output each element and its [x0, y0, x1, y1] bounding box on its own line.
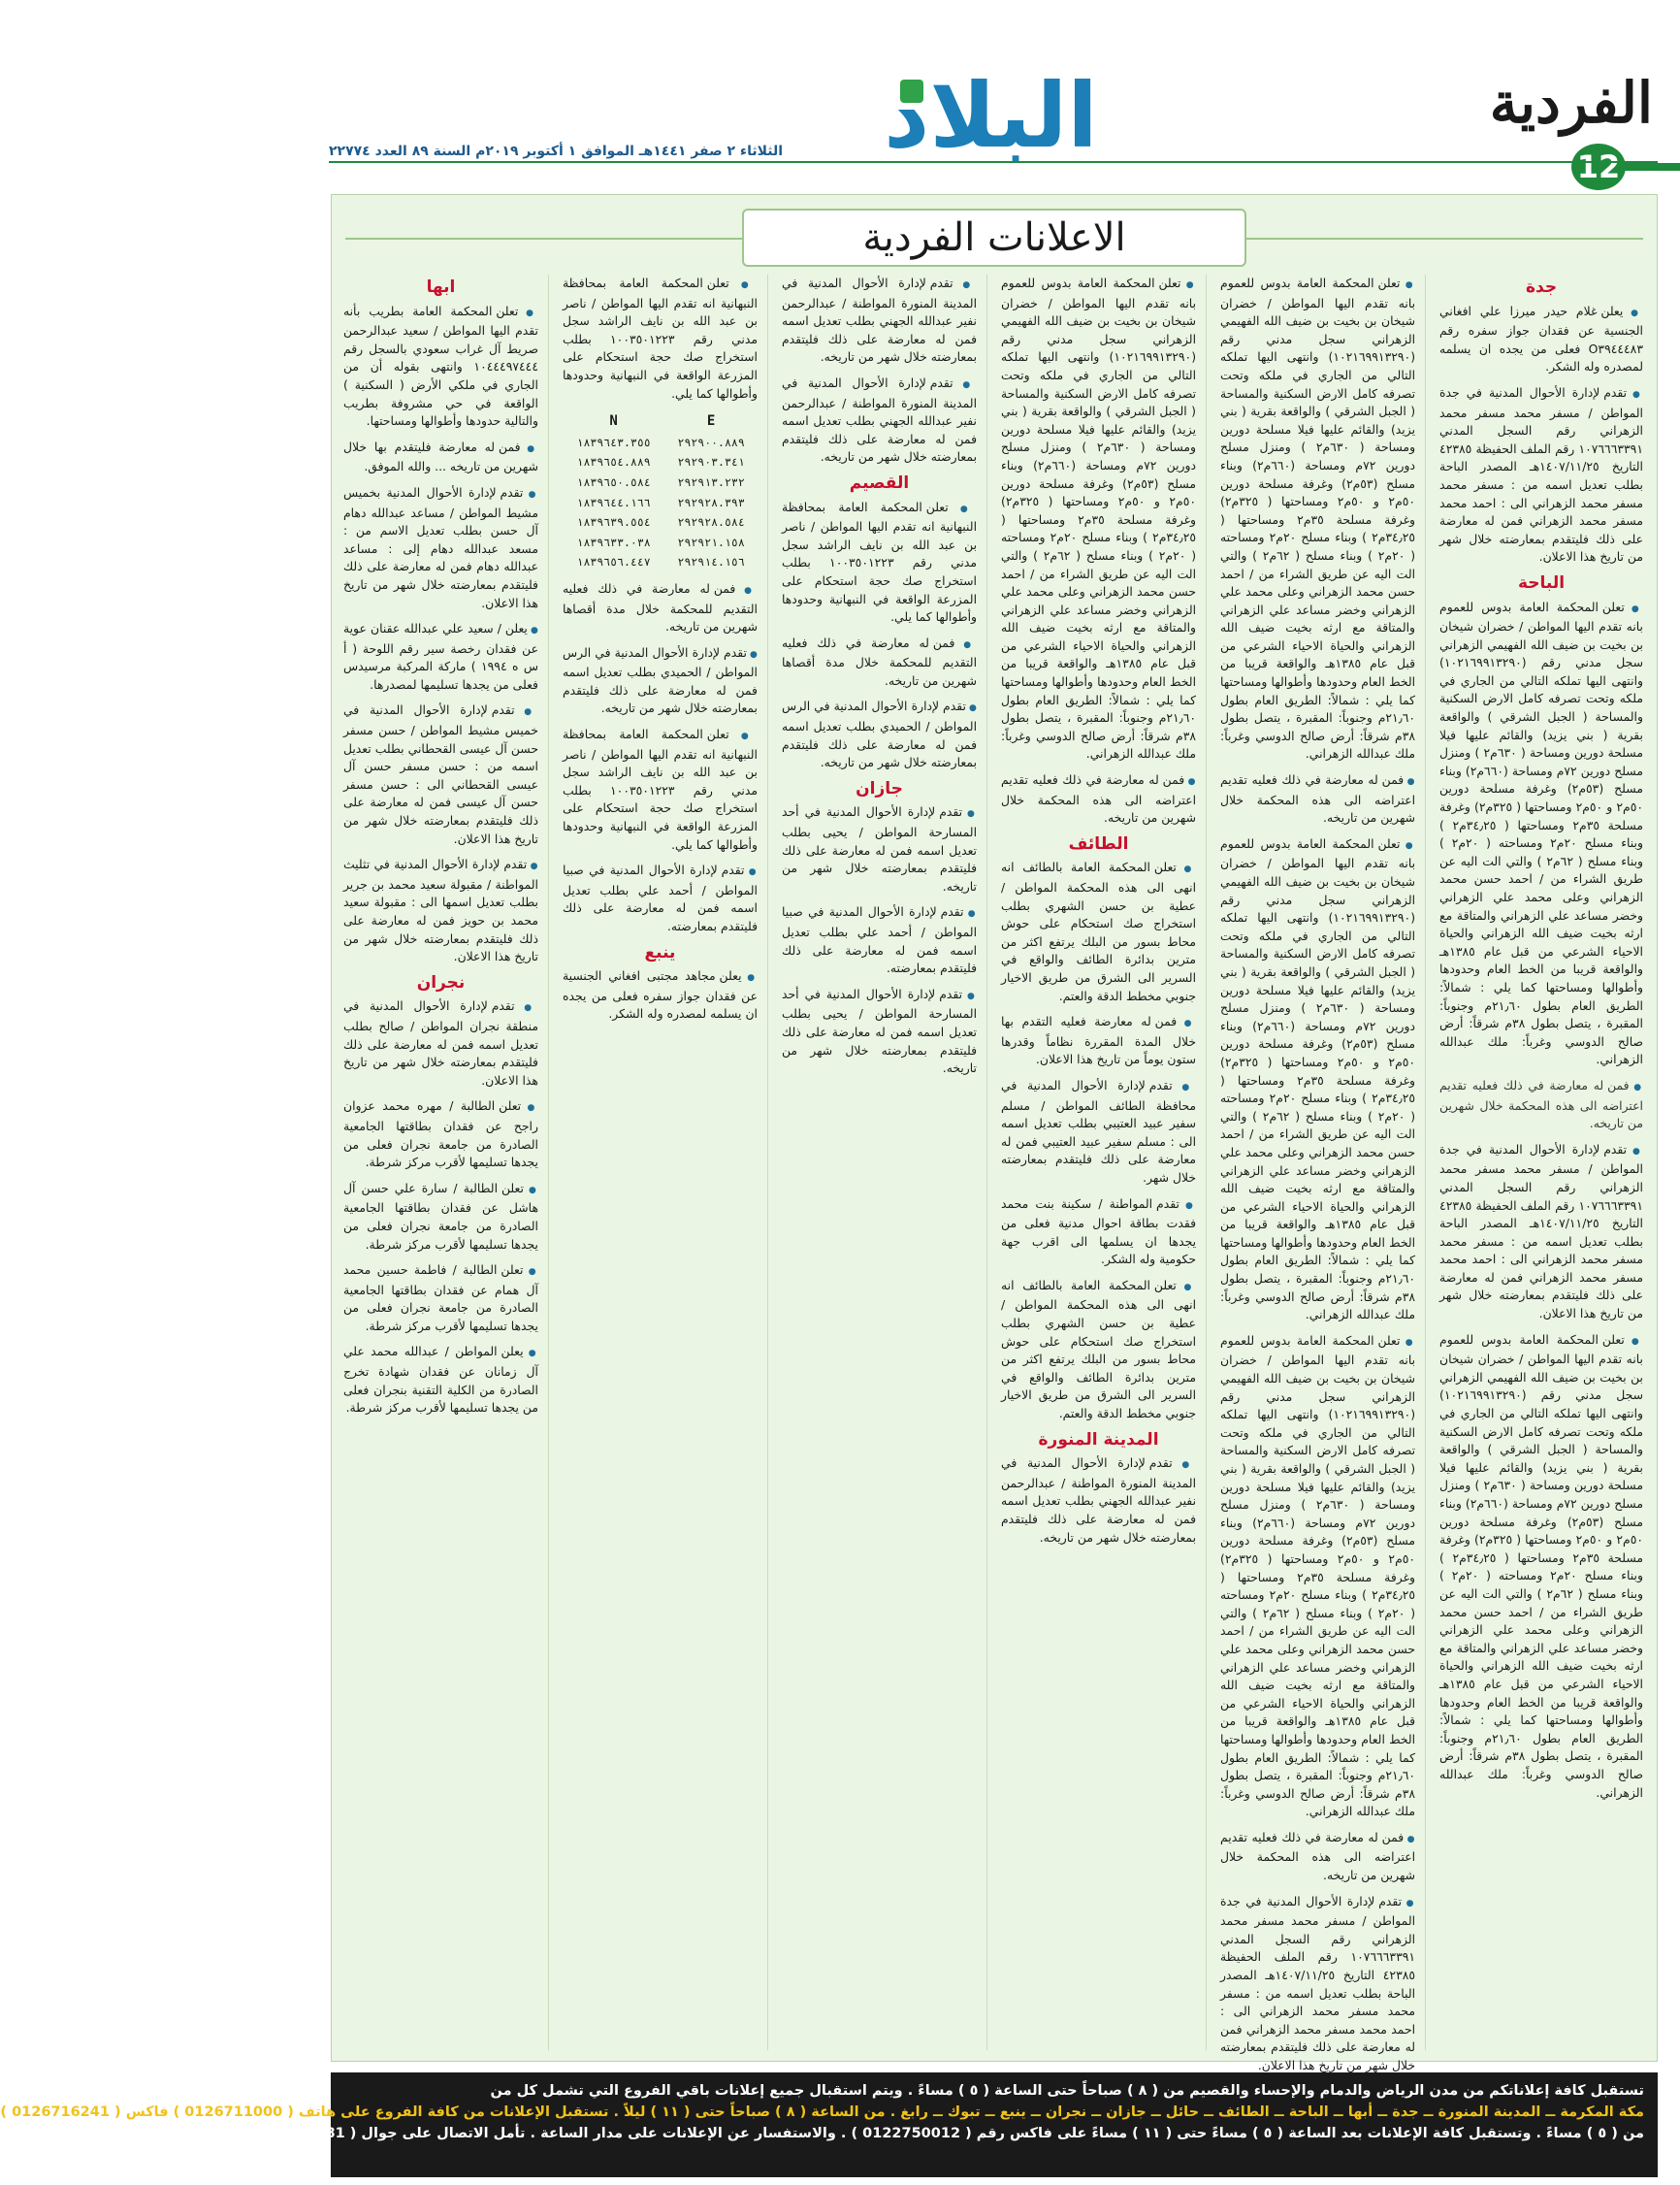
ad-madinah-1-col4: ● تقدم لإدارة الأحوال المدنية في المدينة المنورة المواطنة / عبدالرحمن نفير عبدالله الجهني بطلب تعديل اسمه فمن له معارضة على ذلك فليتقدم بمعارضته خلال شهر من تاريخه.	[782, 275, 977, 367]
coord-e: ٢٩٢٩٠٠.٨٨٩	[677, 435, 745, 449]
ad-abha-3: ● تقدم لإدارة الأحوال المدنية بخميس مشيط المواطن / مساعد عبدالله دهام آل حسن بطلب تعديل الاسم من : مسعد عبدالله دهام إلى : مساعد عبدالله دهام فمن له معارضة على ذلك فليتقدم بمعارضته خلال شهر من تاريخ هذا الاعلان.	[343, 484, 538, 612]
ad-baha-1-repeat: ● تعلن المحكمة العامة بدوس للعموم بانه تقدم اليها المواطن / خضران شيخان بن بخيت بن ضيف الله الفهيمي الزهراني سجل مدني رقم (١٠٢١٦٩٩١٣٢٩٠) وانتهى اليها تملكه التالي من الجاري في ملكه وتحت تصرفه كامل الارض السكنية والمساحة ( الجبل الشرقي ) والواقعة بقرية ( بني يزيد) والقائم عليها فيلا مسلحة دورين ومساحة ( ٦٣٠م٢ ) ومنزل مسلح دورين ٧٢م ومساحة (٦٦٠م٢) وبناء مسلح (٥٣م٢) وغرفة مسلحة دورين ٥٠م٢ و ٥٠م٢ ومساحتها ( ٣٢٥م٢) وغرفة مسلحة ٣٥م٢ ومساحتها ( ٣٤٫٢٥م٢ ) وبناء مسلح ٢٠م٢ ومساحته ( ٢٠م٢ ) وبناء مسلح ( ٦٢م٢ ) والتي الت اليه عن طريق الشراء من / احمد حسن محمد الزهراني وعلى محمد علي الزهراني وخضر مساعد علي الزهراني والمتاقة مع ارثه بخيت ضيف الله الزهراني والحياة الاحياء الشرعي من قبل عام ١٣٨٥هـ والواقعة قريبا من الخط العام وحدودها وأطوالها ومساحتها كما يلي : شمالاً: الطريق العام بطول ٢١٫٦٠م وجنوباً: المقبرة ، يتصل بطول ٣٨م شرقاً: أرض صالح الدوسي وغرباً: ملك عبدالله الزهراني.	[1439, 1331, 1643, 1802]
ad-jazan-1: ● تقدم لإدارة الأحوال المدنية في أحد المسارحة المواطن / يحيى بطلب تعديل اسمه فمن له معارضة على ذلك فليتقدم بمعارضته خلال شهر من تاريخه.	[782, 803, 977, 896]
region-heading-jeddah: جدة	[1525, 277, 1558, 297]
ad-baha-1-col3: ● تعلن المحكمة العامة بدوس للعموم بانه تقدم اليها المواطن / خضران شيخان بن بخيت بن ضيف الله الفهيمي الزهراني سجل مدني رقم (١٠٢١٦٩٩١٣٢٩٠) وانتهى اليها تملكه التالي من الجاري في ملكه وتحت تصرفه كامل الارض السكنية والمساحة ( الجبل الشرقي ) والواقعة بقرية ( بني يزيد) والقائم عليها فيلا مسلحة دورين ومساحة ( ٦٣٠م٢ ) ومنزل مسلح دورين ٧٢م ومساحة (٦٦٠م٢) وبناء مسلح (٥٣م٢) وغرفة مسلحة دورين ٥٠م٢ و ٥٠م٢ ومساحتها ( ٣٢٥م٢) وغرفة مسلحة ٣٥م٢ ومساحتها ( ٣٤٫٢٥م٢ ) وبناء مسلح ٢٠م٢ ومساحته ( ٢٠م٢ ) وبناء مسلح ( ٦٢م٢ ) والتي الت اليه عن طريق الشراء من / احمد حسن محمد الزهراني وعلى محمد علي الزهراني وخضر مساعد علي الزهراني والمتاقة مع ارثه بخيت ضيف الله الزهراني والحياة الاحياء الشرعي من قبل عام ١٣٨٥هـ والواقعة قريبا من الخط العام وحدودها وأطوالها ومساحتها كما يلي : شمالاً: الطريق العام بطول ٢١٫٦٠م وجنوباً: المقبرة ، يتصل بطول ٣٨م شرقاً: أرض صالح الدوسي وغرباً: ملك عبدالله الزهراني.	[1001, 275, 1196, 764]
region-heading-abha: ابها	[426, 277, 456, 297]
panel-title: الاعلانات الفردية	[742, 209, 1246, 267]
ad-columns	[342, 275, 1644, 2072]
ad-baha-1: ● تعلن المحكمة العامة بدوس للعموم بانه تقدم اليها المواطن / خضران شيخان بن بخيت بن ضيف الله الفهيمي الزهراني سجل مدني رقم (١٠٢١٦٩٩١٣٢٩٠) وانتهى اليها تملكه التالي من الجاري في ملكه وتحت تصرفه كامل الارض السكنية والمساحة ( الجبل الشرقي ) والواقعة بقرية ( بني يزيد) والقائم عليها فيلا مسلحة دورين ومساحة ( ٦٣٠م٢ ) ومنزل مسلح دورين ٧٢م ومساحة (٦٦٠م٢) وبناء مسلح (٥٣م٢) وغرفة مسلحة دورين ٥٠م٢ و ٥٠م٢ ومساحتها ( ٣٢٥م٢) وغرفة مسلحة ٣٥م٢ ومساحتها ( ٣٤٫٢٥م٢ ) وبناء مسلح ٢٠م٢ ومساحته ( ٢٠م٢ ) وبناء مسلح ( ٦٢م٢ ) والتي الت اليه عن طريق الشراء من / احمد حسن محمد الزهراني وعلى محمد علي الزهراني وخضر مساعد علي الزهراني والمتاقة مع ارثه بخيت ضيف الله الزهراني والحياة الاحياء الشرعي من قبل عام ١٣٨٥هـ والواقعة قريبا من الخط العام وحدودها وأطوالها ومساحتها كما يلي : شمالاً: الطريق العام بطول ٢١٫٦٠م وجنوباً: المقبرة ، يتصل بطول ٣٨م شرقاً: أرض صالح الدوسي وغرباً: ملك عبدالله الزهراني.	[1439, 599, 1643, 1069]
advertising-info-footer	[0, 2072, 1658, 2177]
region-heading-madinah: المدينة المنورة	[1038, 1429, 1159, 1450]
ad-abha-1: ● تعلن المحكمة العامة بطريب بأنه تقدم اليها المواطن / سعيد عبدالرحمن صريط آل غراب سعودي بالسجل رقم ١٠٤٤٤٩٧٤٤٤ وانتهى بقوله أن من الجاري في ملكي الأرض ( السكنية ) الواقعة في حي مشروفة بطريب والتالية حدودها وأطوالها ومساحتها.	[343, 303, 538, 431]
ad-najran-5: ● يعلن المواطن / عبدالله محمد علي آل زمانان عن فقدان شهادة تخرج الصادرة من الكلية التقنية بنجران فعلى من يجدها تسليمها لأقرب مركز شرطة.	[343, 1343, 538, 1417]
region-heading-qassim: القصيم	[849, 473, 910, 493]
coord-e: ٢٩٢٩٢٨.٥٨٤	[677, 515, 745, 530]
title-rule-left	[345, 238, 743, 240]
region-heading-taif: الطائف	[1068, 833, 1129, 854]
coord-e: ٢٩٢٩٢٨.٣٩٣	[677, 495, 745, 509]
ad-najran-4: ● تعلن الطالبة / فاطمة حسين محمد آل همام عن فقدان بطاقتها الجامعية الصادرة من جامعة نجران فعلى من يجدها تسليمها لأقرب مركز شرطة.	[343, 1261, 538, 1335]
column-2	[1220, 275, 1426, 2072]
column-1	[1439, 275, 1643, 2050]
ad-qassim-3: ● تقدم لإدارة الأحوال المدنية في الرس المواطن / الحميدي بطلب تعديل اسمه فمن له معارضة على ذلك فليتقدم بمعارضته خلال شهر من تاريخه.	[782, 698, 977, 771]
ad-qassim-1: ● تعلن المحكمة العامة بمحافظة النبهانية انه تقدم اليها المواطن / ناصر بن عبد الله بن نايف الراشد سجل مدني رقم ١٠٠٣٥٠١٢٢٣ بطلب استخراج صك حجة استحكام على المزرعة الواقعة في النبهانية وحدودها وأطوالها كما يلي.	[782, 499, 977, 627]
ad-taif-2: ● فمن له معارضة فعليه التقدم بها خلال المدة المقررة نظاماً وقدرها ستون يوماً من تاريخ هذا الاعلان.	[1001, 1013, 1196, 1069]
coord-e: ٢٩٢٩١٣.٢٣٢	[677, 474, 745, 489]
region-heading-baha: الباحة	[1517, 572, 1566, 593]
ad-abha-5: ● تقدم لإدارة الأحوال المدنية في خميس مشيط المواطن / حسن مسفر حسن آل عيسى القحطاني بطلب تعديل اسمه من : حسن مسفر حسن آل عيسى القحطاني الى : حسن مسفر حسن آل عيسى فمن له معارضة على ذلك فليتقدم بمعارضته خلال شهر من تاريخ هذا الاعلان.	[343, 701, 538, 848]
table-row	[563, 552, 758, 572]
coordinates-table	[563, 410, 758, 572]
footer-line-2: مكة المكرمة ــ المدينة المنورة ــ جدة ــ أبها ــ الباحة ــ الطائف ــ حائل ــ جازان ــ نجران ــ ينبع ــ تبوك ــ رابغ . من الساعة ( ٨ ) صباحاً حتى ( ١١ ) ليلاً . تستقبل الإعلانات من كافة الفروع على هاتف ( 0126711000 ) فاكس ( 0126716241 )	[0, 2104, 1644, 2120]
section-title: الفردية	[1489, 70, 1653, 136]
ad-jazan-2: ● تقدم لإدارة الأحوال المدنية في صبيا المواطن / أحمد علي بطلب تعديل اسمه فمن له معارضة على ذلك فليتقدم بمعارضته.	[782, 903, 977, 977]
ad-qassim-1-col5: ● تعلن المحكمة العامة بمحافظة النبهانية انه تقدم اليها المواطن / ناصر بن عبد الله بن نايف الراشد سجل مدني رقم ١٠٠٣٥٠١٢٢٣ بطلب استخراج صك حجة استحكام على المزرعة الواقعة في النبهانية وحدودها وأطوالها كما يلي.	[563, 275, 758, 403]
ad-najran-3: ● تعلن الطالبة / سارة علي حسن آل هاشل عن فقدان بطاقتها الجامعية الصادرة من جامعة نجران فعلى من يجدها تسليمها لأقرب مركز شرطة.	[343, 1180, 538, 1254]
ad-qassim-3-col5: ● تقدم لإدارة الأحوال المدنية في الرس المواطن / الحميدي بطلب تعديل اسمه فمن له معارضة على ذلك فليتقدم بمعارضته خلال شهر من تاريخه.	[563, 644, 758, 718]
ad-jazan-2-col5: ● تقدم لإدارة الأحوال المدنية في صبيا المواطن / أحمد علي بطلب تعديل اسمه فمن له معارضة على ذلك فليتقدم بمعارضته.	[563, 862, 758, 935]
ad-baha-1-cont-3: ● تعلن المحكمة العامة بدوس للعموم بانه تقدم اليها المواطن / خضران شيخان بن بخيت بن ضيف الله الفهيمي الزهراني سجل مدني رقم (١٠٢١٦٩٩١٣٢٩٠) وانتهى اليها تملكه التالي من الجاري في ملكه وتحت تصرفه كامل الارض السكنية والمساحة ( الجبل الشرقي ) والواقعة بقرية ( بني يزيد) والقائم عليها فيلا مسلحة دورين ومساحة ( ٦٣٠م٢ ) ومنزل مسلح دورين ٧٢م ومساحة (٦٦٠م٢) وبناء مسلح (٥٣م٢) وغرفة مسلحة دورين ٥٠م٢ و ٥٠م٢ ومساحتها ( ٣٢٥م٢) وغرفة مسلحة ٣٥م٢ ومساحتها ( ٣٤٫٢٥م٢ ) وبناء مسلح ٢٠م٢ ومساحته ( ٢٠م٢ ) وبناء مسلح ( ٦٢م٢ ) والتي الت اليه عن طريق الشراء من / احمد حسن محمد الزهراني وعلى محمد علي الزهراني وخضر مساعد علي الزهراني والمتاقة مع ارثه بخيت ضيف الله الزهراني والحياة الاحياء الشرعي من قبل عام ١٣٨٥هـ والواقعة قريبا من الخط العام وحدودها وأطوالها ومساحتها كما يلي : شمالاً: الطريق العام بطول ٢١٫٦٠م وجنوباً: المقبرة ، يتصل بطول ٣٨م شرقاً: أرض صالح الدوسي وغرباً: ملك عبدالله الزهراني.	[1220, 1332, 1415, 1821]
dateline: الثلاثاء ٢ صفر ١٤٤١هـ الموافق ١ أكتوبر ٢٠١٩م السنة ٨٩ العدد ٢٢٧٧٤	[329, 144, 784, 159]
region-heading-jazan: جازان	[856, 778, 903, 799]
column-4	[782, 275, 987, 2050]
table-row	[563, 452, 758, 473]
ad-taif-3: ● تقدم لإدارة الأحوال المدنية في محافظة الطائف المواطن / مسلم سفير عبيد العتيبي بطلب تعديل اسمه الى : مسلم سفير عبيد العتيبي فمن له معارضة على ذلك فليتقدم بمعارضته خلال شهر.	[1001, 1077, 1196, 1188]
footer-line-3: من ( ٥ ) مساءً . وتستقبل كافة الإعلانات بعد الساعة ( ٥ ) مساءً حتى ( ١١ ) مساءً على فاكس رقم ( 0122750012 ) . والاستفسار عن الإعلانات على مدار الساعة . تأمل الاتصال على جوال ( 0567878781 )	[236, 2126, 1644, 2141]
ad-baha-2-cont-2: ● فمن له معارضة في ذلك فعليه تقديم اعتراضه الى هذه المحكمة خلال شهرين من تاريخه.	[1220, 1829, 1415, 1885]
table-row	[563, 533, 758, 553]
page-number: 12	[1571, 144, 1626, 190]
ad-taif-4: ● تقدم المواطنة / سكينة بنت محمد فقدت بطاقة احوال مدنية فعلى من يجدها ان يسلمها الى اقرب جهة حكومية وله الشكر.	[1001, 1195, 1196, 1269]
ad-jazan-1-repeat: ● تقدم لإدارة الأحوال المدنية في أحد المسارحة المواطن / يحيى بطلب تعديل اسمه فمن له معارضة على ذلك فليتقدم بمعارضته خلال شهر من تاريخه.	[782, 986, 977, 1078]
coord-n: ١٨٣٩٦٥٤.٨٨٩	[576, 455, 651, 470]
ad-taif-1: ● تعلن المحكمة العامة بالطائف انه انهى الى هذه المحكمة المواطن / عطية بن حسن الشهري بطلب استخراج صك استحكام على حوش محاط بسور من البلك يرتفع اكثر من مترين بدائرة الطائف والواقع في السرير الى الشرق من طريق الاخيار جنوبي مخطط الدقة والعتم.	[1001, 859, 1196, 1005]
ad-najran-1: ● تقدم لإدارة الأحوال المدنية في منطقة نجران المواطن / صالح بطلب تعديل اسمه فمن له معارضة على ذلك فليتقدم بمعارضته خلال شهر من تاريخ هذا الاعلان.	[343, 997, 538, 1090]
ad-baha-1-cont: ● تعلن المحكمة العامة بدوس للعموم بانه تقدم اليها المواطن / خضران شيخان بن بخيت بن ضيف الله الفهيمي الزهراني سجل مدني رقم (١٠٢١٦٩٩١٣٢٩٠) وانتهى اليها تملكه التالي من الجاري في ملكه وتحت تصرفه كامل الارض السكنية والمساحة ( الجبل الشرقي ) والواقعة بقرية ( بني يزيد) والقائم عليها فيلا مسلحة دورين ومساحة ( ٦٣٠م٢ ) ومنزل مسلح دورين ٧٢م ومساحة (٦٦٠م٢) وبناء مسلح (٥٣م٢) وغرفة مسلحة دورين ٥٠م٢ و ٥٠م٢ ومساحتها ( ٣٢٥م٢) وغرفة مسلحة ٣٥م٢ ومساحتها ( ٣٤٫٢٥م٢ ) وبناء مسلح ٢٠م٢ ومساحته ( ٢٠م٢ ) وبناء مسلح ( ٦٢م٢ ) والتي الت اليه عن طريق الشراء من / احمد حسن محمد الزهراني وعلى محمد علي الزهراني وخضر مساعد علي الزهراني والمتاقة مع ارثه بخيت ضيف الله الزهراني والحياة الاحياء الشرعي من قبل عام ١٣٨٥هـ والواقعة قريبا من الخط العام وحدودها وأطوالها ومساحتها كما يلي : شمالاً: الطريق العام بطول ٢١٫٦٠م وجنوباً: المقبرة ، يتصل بطول ٣٨م شرقاً: أرض صالح الدوسي وغرباً: ملك عبدالله الزهراني.	[1220, 275, 1415, 764]
ad-baha-2-cont: ● فمن له معارضة في ذلك فعليه تقديم اعتراضه الى هذه المحكمة خلال شهرين من تاريخه.	[1220, 771, 1415, 828]
coordinates-header-row	[563, 410, 758, 433]
coord-e: ٢٩٢٩٢١.١٥٨	[677, 535, 745, 549]
ad-abha-2: ● فمن له معارضة فليتقدم بها خلال شهرين من تاريخه ... والله الموفق.	[343, 439, 538, 476]
footer-line-1: تستقبل كافة إعلاناتكم من مدن الرياض والدمام والإحساء والقصيم من ( ٨ ) صباحاً حتى الساعة ( ٥ ) مساءً . ويتم استقبال جميع إعلانات باقي الفروع التي تشمل كل من	[490, 2083, 1644, 2099]
table-row	[563, 493, 758, 513]
ad-jeddah-2: ● تقدم لإدارة الأحوال المدنية في جدة المواطن / مسفر محمد مسفر محمد الزهراني رقم السجل المدني ١٠٧٦٦٦٣٣٩١ رقم الملف الحفيظة ٤٢٣٨٥ التاريخ ١٤٠٧/١١/٢٥هـ المصدر الباحة بطلب تعديل اسمه من : مسفر محمد مسفر محمد الزهراني الى : احمد محمد مسفر محمد الزهراني فمن له معارضة على ذلك فليتقدم بمعارضته خلال شهر من تاريخ هذا الاعلان.	[1439, 384, 1643, 567]
ad-madinah-1-col4-b: ● تقدم لإدارة الأحوال المدنية في المدينة المنورة المواطنة / عبدالرحمن نفير عبدالله الجهني بطلب تعديل اسمه فمن له معارضة على ذلك فليتقدم بمعارضته خلال شهر من تاريخه.	[782, 375, 977, 467]
table-row	[563, 512, 758, 533]
coord-n: ١٨٣٩٦٣٩.٥٥٤	[576, 515, 651, 530]
ad-najran-2: ● تعلن الطالبة / مهره محمد عزوان راجح عن فقدان بطاقتها الجامعية الصادرة من جامعة نجران فعلى من يجدها تسليمها لأقرب مركز شرطة.	[343, 1097, 538, 1171]
ad-madinah-1: ● تقدم لإدارة الأحوال المدنية في المدينة المنورة المواطنة / عبدالرحمن نفير عبدالله الجهني بطلب تعديل اسمه فمن له معارضة على ذلك فليتقدم بمعارضته خلال شهر من تاريخه.	[1001, 1454, 1196, 1547]
coord-e: ٢٩٢٩٠٣.٣٤١	[677, 455, 745, 470]
ad-taif-1-repeat: ● تعلن المحكمة العامة بالطائف انه انهى الى هذه المحكمة المواطن / عطية بن حسن الشهري بطلب استخراج صك استحكام على حوش محاط بسور من البلك يرتفع اكثر من مترين بدائرة الطائف والواقع في السرير الى الشرق من طريق الاخيار جنوبي مخطط الدقة والعتم.	[1001, 1277, 1196, 1423]
ad-yanbu-1: ● يعلن مجاهد مجتبى افغاني الجنسية عن فقدان جواز سفره فعلى من يجده ان يسلمه لمصدره وله الشكر.	[563, 967, 758, 1024]
ad-jeddah-2-repeat: ● تقدم لإدارة الأحوال المدنية في جدة المواطن / مسفر محمد مسفر محمد الزهراني رقم السجل المدني ١٠٧٦٦٦٣٣٩١ رقم الملف الحفيظة ٤٢٣٨٥ التاريخ ١٤٠٧/١١/٢٥هـ المصدر الباحة بطلب تعديل اسمه من : مسفر محمد مسفر محمد الزهراني الى : احمد محمد مسفر محمد الزهراني فمن له معارضة على ذلك فليتقدم بمعارضته خلال شهر من تاريخ هذا الاعلان.	[1439, 1141, 1643, 1323]
region-heading-yanbu: ينبع	[644, 942, 676, 962]
coord-n: ١٨٣٩٦٥٦.٤٤٧	[576, 555, 651, 570]
coordinates-header-n: N	[609, 413, 618, 430]
ad-qassim-1-col5-b: ● تعلن المحكمة العامة بمحافظة النبهانية انه تقدم اليها المواطن / ناصر بن عبد الله بن نايف الراشد سجل مدني رقم ١٠٠٣٥٠١٢٢٣ بطلب استخراج صك حجة استحكام على المزرعة الواقعة في النبهانية وحدودها وأطوالها كما يلي.	[563, 726, 758, 854]
classifieds-panel	[331, 194, 1658, 2072]
masthead	[302, 0, 1680, 194]
coordinates-header-e: E	[706, 413, 716, 430]
ad-qassim-2: ● فمن له معارضة في ذلك فعليه التقديم للمحكمة خلال مدة أقصاها شهرين من تاريخه.	[782, 635, 977, 691]
ad-jeddah-1: ● يعلن غلام حيدر ميرزا علي افغاني الجنسية عن فقدان جواز سفره رقم O٣٩٤٤٤٨٣ فعلى من يجده ان يسلمه لمصدره وله الشكر.	[1439, 303, 1643, 376]
coord-n: ١٨٣٩٦٤٣.٣٥٥	[576, 435, 651, 449]
table-row	[563, 473, 758, 493]
column-3	[1001, 275, 1207, 2050]
title-rule-right	[1245, 238, 1643, 240]
logo-text: البلاد	[884, 64, 1098, 168]
table-row	[563, 433, 758, 453]
column-6	[343, 275, 549, 2050]
ad-abha-4: ● يعلن / سعيد علي عبدالله عقنان عوية عن فقدان رخصة سير رقم اللوحة ( أ س ه ١٩٩٤ ) ماركة المركبة مرسيدس فعلى من يجدها تسليمها لمصدرها.	[343, 620, 538, 694]
ad-jeddah-2-cont: ● تقدم لإدارة الأحوال المدنية في جدة المواطن / مسفر محمد مسفر محمد الزهراني رقم السجل المدني ١٠٧٦٦٦٣٣٩١ رقم الملف الحفيظة ٤٢٣٨٥ التاريخ ١٤٠٧/١١/٢٥هـ المصدر الباحة بطلب تعديل اسمه من : مسفر محمد مسفر محمد الزهراني الى : احمد محمد مسفر محمد الزهراني فمن له معارضة على ذلك فليتقدم بمعارضته خلال شهر من تاريخ هذا الاعلان.	[1220, 1893, 1415, 2075]
ad-abha-6: ● تقدم لإدارة الأحوال المدنية في تثليث المواطنة / مقبولة سعيد محمد بن جرير بطلب تعديل اسمها الى : مقبولة سعيد محمد بن حويز فمن له معارضة على ذلك فليتقدم بمعارضته خلال شهر من تاريخ هذا الاعلان.	[343, 856, 538, 966]
ad-baha-1-cont-2: ● تعلن المحكمة العامة بدوس للعموم بانه تقدم اليها المواطن / خضران شيخان بن بخيت بن ضيف الله الفهيمي الزهراني سجل مدني رقم (١٠٢١٦٩٩١٣٢٩٠) وانتهى اليها تملكه التالي من الجاري في ملكه وتحت تصرفه كامل الارض السكنية والمساحة ( الجبل الشرقي ) والواقعة بقرية ( بني يزيد) والقائم عليها فيلا مسلحة دورين ومساحة ( ٦٣٠م٢ ) ومنزل مسلح دورين ٧٢م ومساحة (٦٦٠م٢) وبناء مسلح (٥٣م٢) وغرفة مسلحة دورين ٥٠م٢ و ٥٠م٢ ومساحتها ( ٣٢٥م٢) وغرفة مسلحة ٣٥م٢ ومساحتها ( ٣٤٫٢٥م٢ ) وبناء مسلح ٢٠م٢ ومساحته ( ٢٠م٢ ) وبناء مسلح ( ٦٢م٢ ) والتي الت اليه عن طريق الشراء من / احمد حسن محمد الزهراني وعلى محمد علي الزهراني وخضر مساعد علي الزهراني والمتاقة مع ارثه بخيت ضيف الله الزهراني والحياة الاحياء الشرعي من قبل عام ١٣٨٥هـ والواقعة قريبا من الخط العام وحدودها وأطوالها ومساحتها كما يلي : شمالاً: الطريق العام بطول ٢١٫٦٠م وجنوباً: المقبرة ، يتصل بطول ٣٨م شرقاً: أرض صالح الدوسي وغرباً: ملك عبدالله الزهراني.	[1220, 835, 1415, 1324]
coord-e: ٢٩٢٩١٤.١٥٦	[677, 555, 745, 570]
coord-n: ١٨٣٩٦٣٣.٠٣٨	[576, 535, 651, 549]
column-5	[563, 275, 768, 2050]
coord-n: ١٨٣٩٦٤٤.١٦٦	[576, 495, 651, 509]
ad-baha-2-col3: ● فمن له معارضة في ذلك فعليه تقديم اعتراضه الى هذه المحكمة خلال شهرين من تاريخه.	[1001, 771, 1196, 828]
ad-qassim-2-col5: ● فمن له معارضة في ذلك فعليه التقديم للمحكمة خلال مدة أقصاها شهرين من تاريخه.	[563, 580, 758, 636]
ad-baha-2: ● فمن له معارضة في ذلك فعليه تقديم اعتراضه الى هذه المحكمة خلال شهرين من تاريخه.	[1439, 1077, 1643, 1133]
coord-n: ١٨٣٩٦٥٠.٥٨٤	[576, 474, 651, 489]
panel-header	[332, 205, 1657, 282]
region-heading-najran: نجران	[416, 972, 466, 993]
